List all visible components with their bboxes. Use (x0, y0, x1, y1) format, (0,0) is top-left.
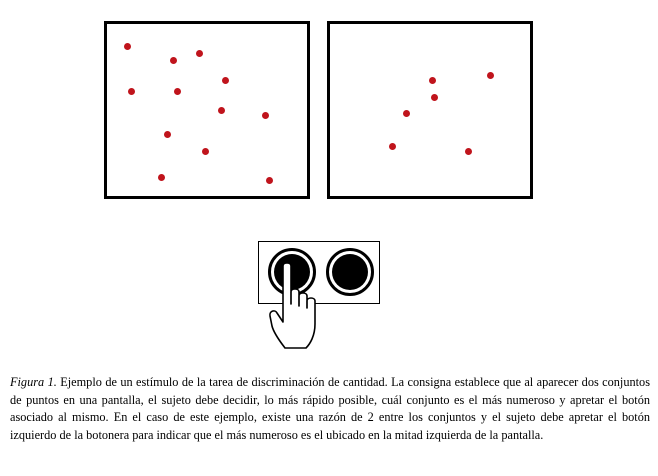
left-stimulus-dot (218, 107, 225, 114)
right-dot-screen (327, 21, 533, 199)
right-stimulus-dot (429, 77, 436, 84)
left-dot-screen (104, 21, 310, 199)
left-stimulus-dot (266, 177, 273, 184)
left-stimulus-dot (124, 43, 131, 50)
left-stimulus-dot (262, 112, 269, 119)
right-stimulus-dot (465, 148, 472, 155)
caption-label: Figura 1. (10, 375, 57, 389)
right-stimulus-dot (389, 143, 396, 150)
right-response-button-cap (332, 254, 368, 290)
caption-text: Ejemplo de un estímulo de la tarea de discriminación de cantidad. La consigna establece que al aparecer dos conjuntos de puntos en una pantalla, el sujeto debe decidir, lo más rápido posible, cuál conjunto es el más numeroso y apretar el botón asociado al mismo. En el caso de este ejemplo, existe una razón de 2 entre los conjuntos y el sujeto debe apretar el botón izquierdo de la botonera para indicar que el más numeroso es el ubicado en la mitad izquierda de la pantalla. (10, 375, 650, 442)
left-stimulus-dot (158, 174, 165, 181)
right-stimulus-dot (431, 94, 438, 101)
right-stimulus-dot (403, 110, 410, 117)
left-stimulus-dot (202, 148, 209, 155)
left-stimulus-dot (196, 50, 203, 57)
left-stimulus-dot (164, 131, 171, 138)
pointing-hand-icon (270, 262, 330, 354)
right-stimulus-dot (487, 72, 494, 79)
left-stimulus-dot (174, 88, 181, 95)
figure-caption (10, 374, 650, 444)
left-stimulus-dot (170, 57, 177, 64)
right-response-button (326, 248, 374, 296)
left-stimulus-dot (222, 77, 229, 84)
left-stimulus-dot (128, 88, 135, 95)
